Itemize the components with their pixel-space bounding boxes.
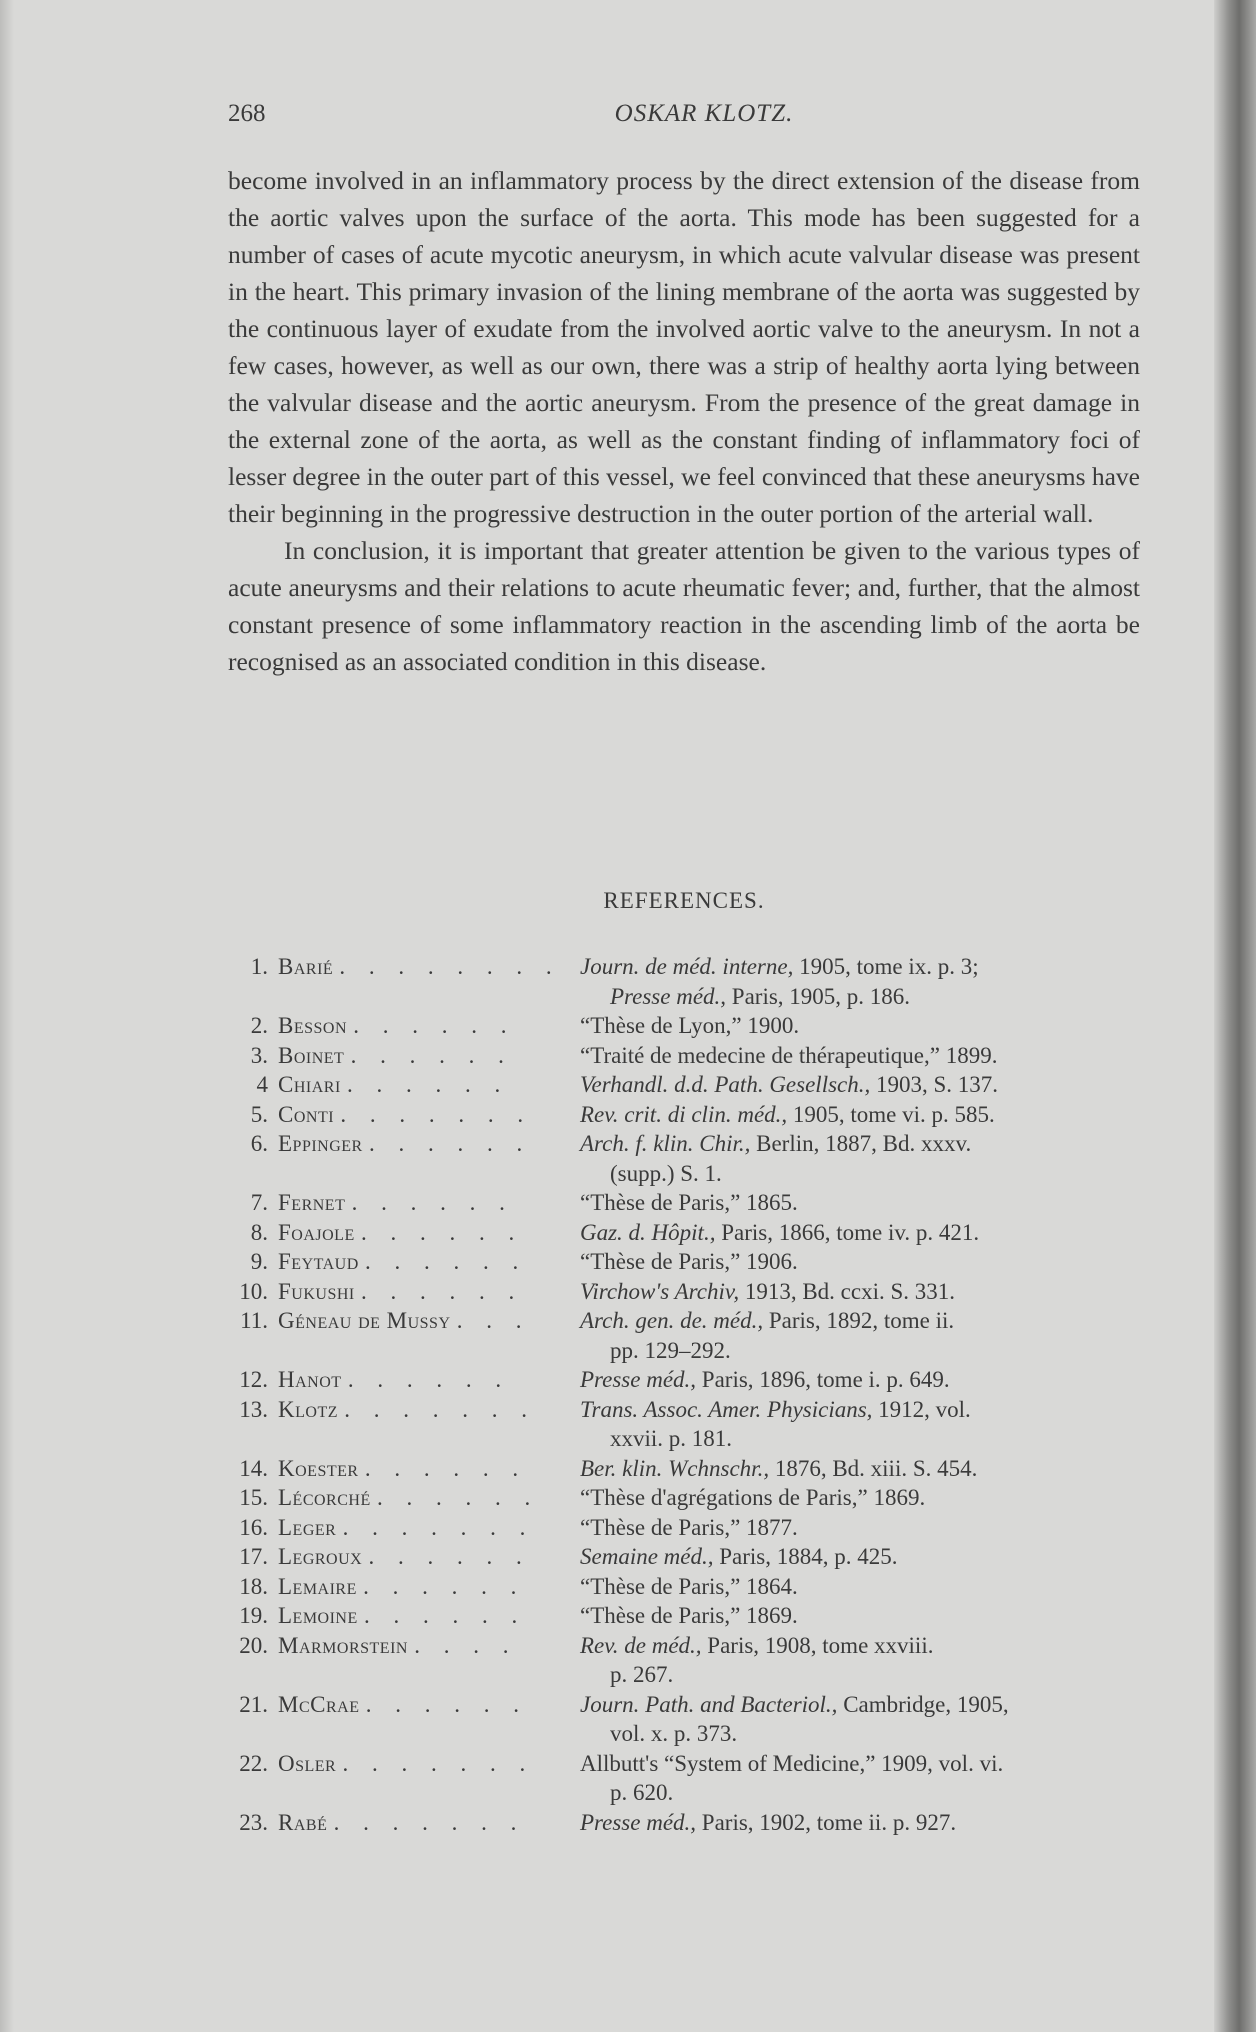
reference-citation	[568, 1247, 1148, 1277]
leader-dots: . . . . . . . .	[339, 954, 561, 979]
reference-citation	[568, 1277, 1148, 1307]
reference-item	[228, 1631, 1148, 1690]
reference-citation	[568, 1100, 1148, 1130]
reference-author-name: Leger	[278, 1514, 343, 1540]
body-text	[228, 162, 1140, 680]
leader-dots: . . . . . .	[360, 1219, 524, 1245]
reference-number: 14.	[239, 1455, 268, 1481]
reference-author	[268, 1395, 568, 1454]
leader-dots: . . . . . .	[368, 1544, 531, 1569]
reference-author	[268, 1188, 568, 1218]
citation-continuation	[580, 1424, 1148, 1454]
leader-dots: . . . . . . .	[333, 1809, 526, 1835]
reference-author	[268, 1041, 568, 1071]
leader-dots: . . . . . .	[364, 1603, 527, 1628]
citation-details: 1912, vol.	[872, 1396, 971, 1422]
reference-number: 17.	[239, 1544, 268, 1569]
page-left-shadow	[0, 0, 14, 2032]
paragraph-2: In conclusion, it is important that greater attention be given to the various types of acute aneurysms and their relations to acute rheumatic fever; and, further, that the almost constant presence of some inflammatory reaction in the ascending limb of the aorta be recognised as an associated condition in this disease.	[228, 536, 1140, 676]
leader-dots: . . . . . .	[347, 1072, 510, 1097]
reference-item	[228, 952, 1148, 1011]
citation-details: “Thèse de Paris,” 1877.	[580, 1514, 798, 1540]
reference-citation	[568, 1513, 1148, 1543]
leader-dots: . . . . . .	[351, 1190, 514, 1215]
reference-author	[268, 1129, 568, 1188]
citation-details: Cambridge, 1905,	[837, 1691, 1009, 1717]
journal-title: Trans. Assoc. Amer. Physicians,	[580, 1396, 873, 1422]
citation-continuation	[580, 1778, 1148, 1808]
citation-details: 1876, Bd. xiii. S. 454.	[769, 1455, 978, 1481]
leader-dots: . . . .	[414, 1632, 518, 1658]
paragraph-1: become involved in an inflammatory process by the direct extension of the disease from the aortic valves upon the surface of the aorta. This mode has been suggested for a number of cases of acute mycotic aneurysm, in which acute valvular disease was present in the heart. This primary invasion of the lining membrane of the aorta was suggested by the continuous layer of exudate from the involved aortic valve to the aneurysm. In not a few cases, however, as well as our own, there was a strip of healthy aorta lying between the valvular disease and the aortic aneurysm. From the presence of the great damage in the external zone of the aorta, as well as the constant finding of inflammatory foci of lesser degree in the outer part of this vessel, we feel convinced that these aneurysms have their beginning in the progressive destruction in the outer portion of the arterial wall.	[228, 166, 1140, 528]
reference-author-name: Foajole	[278, 1219, 361, 1245]
reference-citation	[568, 1572, 1148, 1602]
reference-number: 21.	[239, 1691, 268, 1717]
reference-number: 15.	[239, 1485, 268, 1510]
citation-details: (supp.) S. 1.	[610, 1160, 722, 1186]
reference-item	[228, 1808, 1148, 1838]
journal-title: Journ. de méd. interne,	[580, 954, 794, 979]
reference-author-name: Hanot	[278, 1367, 348, 1392]
reference-author-name: Fernet	[278, 1190, 352, 1215]
reference-item	[228, 1041, 1148, 1071]
reference-author-name: Lécorché	[278, 1485, 377, 1510]
reference-author-name: Besson	[278, 1013, 354, 1038]
leader-dots: . . . . . . .	[342, 1514, 535, 1540]
leader-dots: . . . . . .	[363, 1573, 526, 1599]
reference-citation	[568, 1690, 1148, 1749]
book-spine-edge	[1214, 0, 1256, 2032]
reference-item	[228, 1690, 1148, 1749]
reference-author	[268, 1454, 568, 1484]
journal-title: Gaz. d. Hôpit.,	[580, 1219, 716, 1245]
reference-citation	[568, 1395, 1148, 1454]
citation-details: “Traité de medecine de thérapeutique,” 1899.	[580, 1042, 998, 1068]
reference-item	[228, 1749, 1148, 1808]
journal-title: Rev. de méd.,	[580, 1632, 702, 1658]
reference-number: 8.	[250, 1219, 268, 1245]
reference-author-name: Lemoine	[278, 1603, 365, 1628]
reference-author	[268, 1100, 568, 1130]
reference-author	[268, 1513, 568, 1543]
reference-citation	[568, 1070, 1148, 1100]
citation-details: Allbutt's “System of Medicine,” 1909, vol. vi.	[580, 1750, 1004, 1776]
citation-continuation	[580, 1719, 1148, 1749]
reference-author	[268, 1011, 568, 1041]
citation-details: p. 620.	[610, 1780, 674, 1805]
reference-author-name: Rabé	[278, 1809, 334, 1835]
journal-title: Verhandl. d.d. Path. Gesellsch.,	[580, 1072, 871, 1097]
citation-details: “Thèse d'agrégations de Paris,” 1869.	[580, 1485, 926, 1510]
reference-author-name: Feytaud	[278, 1249, 366, 1274]
reference-item	[228, 1395, 1148, 1454]
references-list	[228, 952, 1148, 1837]
reference-author	[268, 1808, 568, 1838]
reference-author	[268, 952, 568, 1011]
journal-title: Ber. klin. Wchnschr.,	[580, 1455, 770, 1481]
running-head: OSKAR KLOTZ.	[614, 100, 794, 127]
reference-item	[228, 1070, 1148, 1100]
citation-details: “Thèse de Paris,” 1906.	[580, 1249, 798, 1274]
leader-dots: . . . . . .	[368, 1131, 532, 1156]
reference-author-name: Géneau de Mussy	[278, 1308, 457, 1333]
citation-details: Berlin, 1887, Bd. xxxv.	[750, 1131, 972, 1156]
journal-title: Presse méd.,	[610, 983, 727, 1009]
leader-dots: . . . . . .	[361, 1278, 524, 1304]
reference-number: 11.	[240, 1308, 268, 1333]
reference-author-name: Boinet	[278, 1042, 351, 1068]
citation-details: vol. x. p. 373.	[610, 1721, 738, 1746]
journal-title: Arch. gen. de. méd.,	[580, 1308, 764, 1333]
leader-dots: . . . . . .	[365, 1249, 528, 1274]
reference-author-name: Marmorstein	[278, 1632, 415, 1658]
journal-title: Semaine méd.,	[580, 1544, 714, 1569]
reference-number: 2.	[250, 1013, 268, 1038]
reference-number: 16.	[239, 1514, 268, 1540]
reference-number: 20.	[239, 1632, 268, 1658]
leader-dots: . . . . . .	[365, 1691, 528, 1717]
leader-dots: . . . . . .	[347, 1367, 511, 1392]
leader-dots: . . . . . . .	[344, 1396, 536, 1422]
reference-author	[268, 1247, 568, 1277]
reference-author	[268, 1277, 568, 1307]
reference-author	[268, 1572, 568, 1602]
reference-citation	[568, 1749, 1148, 1808]
reference-citation	[568, 1631, 1148, 1690]
reference-item	[228, 1454, 1148, 1484]
leader-dots: . . . . . .	[376, 1485, 540, 1510]
references-heading: REFERENCES.	[603, 888, 765, 913]
reference-author	[268, 1306, 568, 1365]
reference-citation	[568, 1129, 1148, 1188]
reference-item	[228, 1129, 1148, 1188]
reference-author-name: Eppinger	[278, 1131, 369, 1156]
reference-author-name: Lemaire	[278, 1573, 364, 1599]
reference-author	[268, 1601, 568, 1631]
reference-author-name: Legroux	[278, 1544, 369, 1569]
reference-citation	[568, 1218, 1148, 1248]
reference-citation	[568, 952, 1148, 1011]
citation-details: “Thèse de Paris,” 1869.	[580, 1603, 798, 1628]
journal-title: Rev. crit. di clin. méd.,	[580, 1101, 788, 1127]
reference-number: 13.	[239, 1396, 268, 1422]
reference-author-name: Conti	[278, 1101, 341, 1127]
reference-number: 7.	[250, 1190, 268, 1215]
reference-item	[228, 1365, 1148, 1395]
reference-author-name: Fukushi	[278, 1278, 361, 1304]
citation-details: 1913, Bd. ccxi. S. 331.	[739, 1278, 956, 1304]
reference-citation	[568, 1542, 1148, 1572]
citation-details: “Thèse de Paris,” 1864.	[580, 1573, 798, 1599]
leader-dots: . . .	[456, 1308, 531, 1333]
reference-citation	[568, 1011, 1148, 1041]
citation-details: 1905, tome ix. p. 3;	[793, 954, 979, 979]
reference-citation	[568, 1454, 1148, 1484]
reference-number: 22.	[239, 1750, 268, 1776]
reference-item	[228, 1572, 1148, 1602]
citation-details: Paris, 1892, tome ii.	[763, 1308, 955, 1333]
reference-item	[228, 1542, 1148, 1572]
reference-number: 12.	[239, 1367, 268, 1392]
reference-author-name: McCrae	[278, 1691, 366, 1717]
journal-title: Presse méd.,	[580, 1367, 697, 1392]
reference-number: 19.	[239, 1603, 268, 1628]
reference-citation	[568, 1306, 1148, 1365]
citation-continuation	[580, 1159, 1148, 1189]
reference-item	[228, 1277, 1148, 1307]
reference-number: 6.	[250, 1131, 268, 1156]
reference-item	[228, 1100, 1148, 1130]
reference-number: 9.	[250, 1249, 268, 1274]
leader-dots: . . . . . .	[350, 1042, 513, 1068]
citation-details: “Thèse de Lyon,” 1900.	[580, 1013, 800, 1038]
citation-details: Paris, 1896, tome i. p. 649.	[696, 1367, 950, 1392]
citation-details: “Thèse de Paris,” 1865.	[580, 1190, 798, 1215]
reference-citation	[568, 1188, 1148, 1218]
citation-details: Paris, 1905, p. 186.	[726, 983, 911, 1009]
citation-continuation	[580, 1336, 1148, 1366]
reference-item	[228, 1247, 1148, 1277]
citation-details: Paris, 1908, tome xxviii.	[701, 1632, 934, 1658]
reference-number: 23.	[239, 1809, 268, 1835]
reference-citation	[568, 1365, 1148, 1395]
reference-item	[228, 1601, 1148, 1631]
reference-number: 10.	[239, 1278, 268, 1304]
reference-author	[268, 1631, 568, 1690]
reference-citation	[568, 1483, 1148, 1513]
citation-continuation	[580, 982, 1148, 1012]
reference-author-name: Koester	[278, 1455, 365, 1481]
journal-title: Presse méd.,	[580, 1809, 697, 1835]
reference-author	[268, 1749, 568, 1808]
leader-dots: . . . . . .	[364, 1455, 528, 1481]
reference-item	[228, 1011, 1148, 1041]
page-number: 268	[228, 100, 266, 127]
citation-details: Paris, 1884, p. 425.	[713, 1544, 898, 1569]
citation-details: Paris, 1866, tome iv. p. 421.	[715, 1219, 980, 1245]
citation-details: xxvii. p. 181.	[610, 1426, 733, 1451]
reference-author	[268, 1218, 568, 1248]
journal-title: Arch. f. klin. Chir.,	[580, 1131, 751, 1156]
reference-number: 5.	[250, 1101, 268, 1127]
reference-item	[228, 1306, 1148, 1365]
citation-details: 1903, S. 137.	[870, 1072, 999, 1097]
citation-details: pp. 129–292.	[610, 1337, 731, 1363]
leader-dots: . . . . . .	[353, 1013, 516, 1038]
leader-dots: . . . . . . .	[342, 1750, 535, 1776]
reference-author	[268, 1542, 568, 1572]
page-header	[228, 100, 1140, 140]
journal-title: Virchow's Archiv,	[580, 1278, 740, 1304]
reference-citation	[568, 1041, 1148, 1071]
reference-author	[268, 1365, 568, 1395]
reference-author-name: Klotz	[278, 1396, 345, 1422]
leader-dots: . . . . . . .	[340, 1101, 533, 1127]
reference-citation	[568, 1601, 1148, 1631]
reference-number: 1.	[250, 954, 268, 979]
reference-author-name: Chiari	[278, 1072, 348, 1097]
reference-item	[228, 1483, 1148, 1513]
reference-author-name: Osler	[278, 1750, 343, 1776]
citation-details: 1905, tome vi. p. 585.	[787, 1101, 995, 1127]
reference-citation	[568, 1808, 1148, 1838]
citation-continuation	[580, 1660, 1148, 1690]
reference-author	[268, 1483, 568, 1513]
reference-item	[228, 1513, 1148, 1543]
reference-author	[268, 1070, 568, 1100]
reference-author-name: Barié	[278, 954, 340, 979]
reference-author	[268, 1690, 568, 1749]
reference-item	[228, 1218, 1148, 1248]
reference-item	[228, 1188, 1148, 1218]
reference-number: 18.	[239, 1573, 268, 1599]
reference-number: 4	[256, 1072, 268, 1097]
journal-title: Journ. Path. and Bacteriol.,	[580, 1691, 838, 1717]
reference-number: 3.	[250, 1042, 268, 1068]
citation-details: Paris, 1902, tome ii. p. 927.	[696, 1809, 957, 1835]
citation-details: p. 267.	[610, 1662, 674, 1687]
